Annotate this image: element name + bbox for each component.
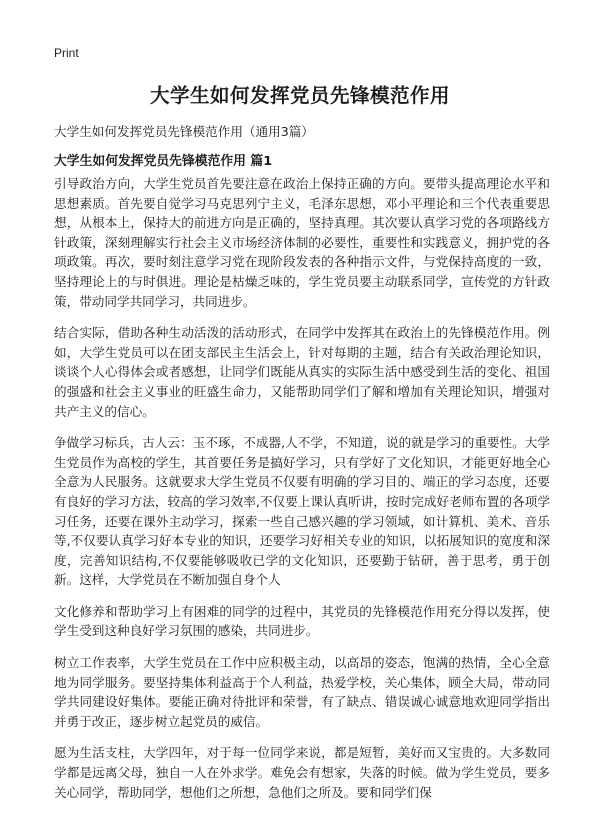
paragraph-3: 争做学习标兵，古人云：玉不琢，不成器,人不学，不知道，说的就是学习的重要性。大学生党员作为高校的学生，其首要任务是搞好学习，只有学好了文化知识，才能更好地全心全意为人民服务。这就要求大学生党员不仅要有明确的学习目的、端正的学习态度，还要有良好的学习方法，较高的学习效率,不仅要上课认真听讲，按时完成好老师布置的各项学习任务，还要在课外主动学习，探索一些自己感兴趣的学习领域，如计算机、美术、音乐等,不仅要认真学习好本专业的知识，还要学习好相关专业的知识，以拓展知识的宽度和深度，完善知识结构,不仅要能够吸收已学的文化知识，还要勤于钻研，善于思考，勇于创新。这样，大学党员在不断加强自身个人 [54,435,550,588]
paragraph-1: 引导政治方向，大学生党员首先要注意在政治上保持正确的方向。要带头提高理论水平和思想素质。首先要自觉学习马克思列宁主义，毛泽东思想，邓小平理论和三个代表重要思想，从根本上，保持大的前进方向是正确的，坚持真理。其次要认真学习党的各项路线方针政策，深刻理解实行社会主义市场经济体制的必要性，重要性和实践意义，拥护党的各项政策。再次，要时刻注意学习党在现阶段发表的各种指示文件，与党保持高度的一致，坚持理论上的与时俱进。理论是枯燥乏味的，学生党员要主动联系同学，宣传党的方针政策，带动同学共同学习，共同进步。 [54,176,550,309]
document-subtitle: 大学生如何发挥党员先锋模范作用（通用3篇） [54,124,314,139]
paragraph-5: 树立工作表率，大学生党员在工作中应积极主动，以高昂的姿态，饱满的热情，全心全意地为同学服务。要坚持集体利益高于个人利益，热爱学校，关心集体，顾全大局，带动同学共同建设好集体。要能正确对待批评和荣誉，有了缺点、错误诚心诚意地欢迎同学指出并勇于改正，逐步树立起党员的威信。 [54,655,550,729]
paragraph-4: 文化修养和帮助学习上有困难的同学的过程中，其党员的先锋模范作用充分得以发挥，使学生受到这种良好学习氛围的感染，共同进步。 [54,603,550,639]
print-link[interactable]: Print [54,46,79,60]
article-body [54,174,550,814]
paragraph-2: 结合实际，借助各种生动活泼的活动形式，在同学中发挥其在政治上的先锋模范作用。例如，大学生党员可以在团支部民主生活会上，针对每期的主题，结合有关政治理论知识，谈谈个人心得体会或者感想，让同学们既能从真实的实际生活中感受到生活的变化、祖国的强盛和社会主义事业的旺盛生命力，又能帮助同学们了解和增加有关理论知识，增强对共产主义的信心。 [54,325,550,419]
page-title: 大学生如何发挥党员先锋模范作用 [149,84,450,107]
paragraph-6: 愿为生活支柱，大学四年，对于每一位同学来说，都是短暂，美好而又宝贵的。大多数同学都是远离父母，独自一人在外求学。难免会有想家，失落的时候。做为学生党员，要多关心同学，帮助同学，想他们之所想，急他们之所及。要和同学们保 [54,745,550,800]
section-heading: 大学生如何发挥党员先锋模范作用 篇1 [54,154,273,169]
